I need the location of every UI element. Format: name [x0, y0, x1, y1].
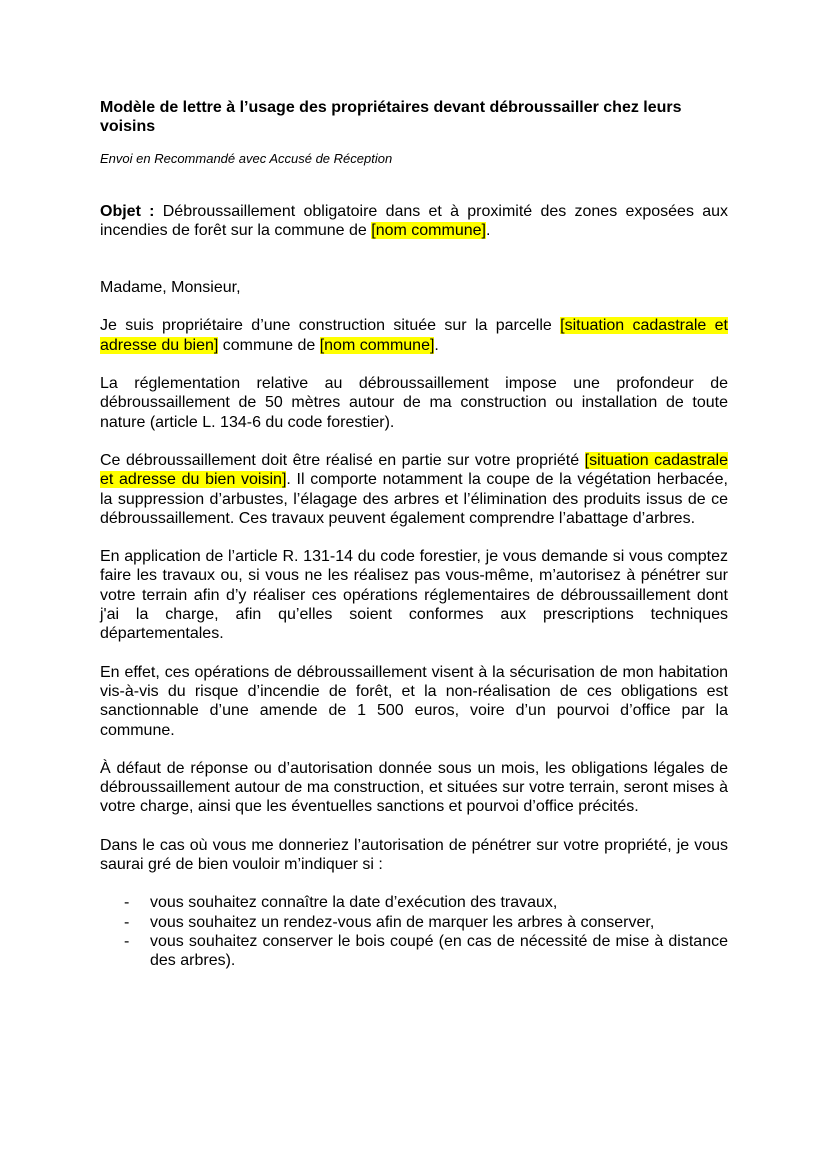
document-title: Modèle de lettre à l’usage des propriétaires devant débroussailler chez leurs voisins: [100, 99, 682, 136]
paragraph-ownership: [100, 316, 728, 355]
list-item: [100, 893, 728, 912]
placeholder-commune: [nom commune]: [319, 336, 435, 354]
object-end: .: [485, 221, 491, 239]
p3-text-a: Ce débroussaillement doit être réalisé en partie sur votre propriété: [100, 451, 585, 469]
options-list: [100, 893, 728, 970]
list-item-text: vous souhaitez un rendez-vous afin de marquer les arbres à conserver,: [150, 913, 655, 931]
bullet-dash: -: [124, 913, 130, 931]
object-text: Débroussaillement obligatoire dans et à proximité des zones exposées aux incendies de forêt sur la commune de: [100, 202, 728, 239]
list-item: [100, 932, 728, 971]
placeholder-neighbor-address: [situation cadastrale et adresse du bien voisin]: [100, 451, 728, 489]
paragraph-works: [100, 451, 728, 528]
bullet-dash: -: [124, 932, 130, 950]
placeholder-commune: [nom commune]: [371, 221, 486, 239]
paragraph-authorization: Dans le cas où vous me donneriez l’autorisation de pénétrer sur votre propriété, je vous saurai gré de bien vouloir m’indiquer si :: [100, 836, 728, 874]
paragraph-regulation: La réglementation relative au débroussaillement impose une profondeur de débroussaillement de 50 mètres autour de ma construction ou installation de toute nature (article L. 134-6 du code forestier).: [100, 375, 728, 431]
list-item-text: vous souhaitez conserver le bois coupé (en cas de nécessité de mise à distance des arbres).: [150, 932, 728, 970]
salutation: Madame, Monsieur,: [100, 279, 241, 297]
paragraph-request: En application de l’article R. 131-14 du code forestier, je vous demande si vous comptez faire les travaux ou, si vous ne les réalisez pas vous-même, m’autorisez à pénétrer sur votre terrain afin d’y réaliser ces opérations réglementaires de débroussaillement dont j'ai la charge, afin qu’elles soient conformes aux prescriptions techniques départementales.: [100, 548, 728, 643]
document-subtitle: Envoi en Recommandé avec Accusé de Réception: [100, 150, 393, 166]
p1-text-a: Je suis propriétaire d’une construction située sur la parcelle: [100, 317, 561, 335]
bullet-dash: -: [124, 894, 130, 912]
list-item: [100, 913, 728, 932]
list-item-text: vous souhaitez connaître la date d’exécution des travaux,: [150, 894, 558, 912]
p1-text-b: commune de: [218, 336, 320, 354]
object-paragraph: [100, 202, 728, 241]
paragraph-risk: En effet, ces opérations de débroussaillement visent à la sécurisation de mon habitation vis-à-vis du risque d’incendie de forêt, et la non-réalisation de ces obligations est sanctionnable d’une amende de 1 500 euros, voire d’un pourvoi d’office par la commune.: [100, 663, 728, 739]
p3-text-b: . Il comporte notamment la coupe de la végétation herbacée, la suppression d’arbustes, l’élagage des arbres et l’élimination des produits issus de ce débroussaillement. Ces travaux peuvent également comprendre l’abattage d’arbres.: [100, 471, 728, 527]
p1-text-c: .: [434, 336, 439, 354]
object-label: Objet :: [100, 202, 155, 220]
letter-page: [100, 98, 728, 971]
paragraph-default: À défaut de réponse ou d’autorisation donnée sous un mois, les obligations légales de débroussaillement autour de ma construction, et situées sur votre terrain, seront mises à votre charge, ainsi que les éventuelles sanctions et pourvoi d’office précités.: [100, 759, 728, 816]
placeholder-cadastral-address: [situation cadastrale et adresse du bien]: [100, 317, 728, 354]
